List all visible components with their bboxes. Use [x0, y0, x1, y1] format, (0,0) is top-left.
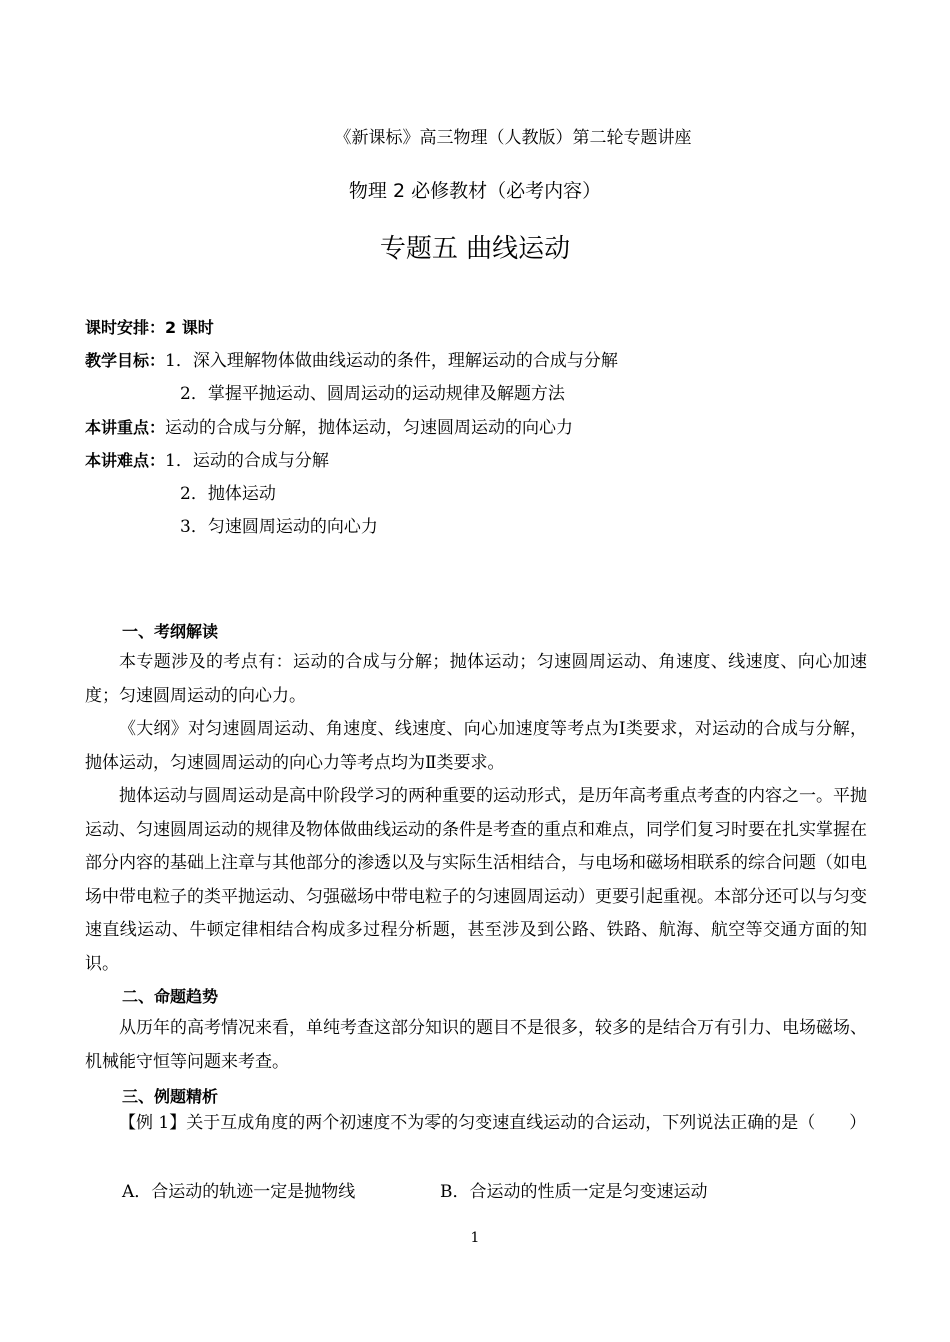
section-heading: 三、例题精析	[122, 1087, 219, 1106]
paragraph: 从历年的高考情况来看，单纯考查这部分知识的题目不是很多，较多的是结合万有引力、电场磁场、机械能守恒等问题来考查。	[85, 1018, 867, 1072]
focus-line	[85, 416, 573, 440]
schedule-line	[85, 316, 214, 340]
schedule-value: 2 课时	[165, 318, 214, 337]
paragraph: 《大纲》对匀速圆周运动、角速度、线速度、向心加速度等考点为Ⅰ类要求，对运动的合成与分解，抛体运动，匀速圆周运动的向心力等考点均为Ⅱ类要求。	[85, 719, 867, 773]
paragraph: 抛体运动与圆周运动是高中阶段学习的两种重要的运动形式，是历年高考重点考查的内容之一。平抛运动、匀速圆周运动的规律及物体做曲线运动的条件是考查的重点和难点，同学们复习时要在扎实掌握在部分内容的基础上注章与其他部分的渗透以及与实际生活相结合，与电场和磁场相联系的综合问题（如电场中带电粒子的类平抛运动、匀强磁场中带电粒子的匀速圆周运动）更要引起重视。本部分还可以与匀变速直线运动、牛顿定律相结合构成多过程分析题，甚至涉及到公路、铁路、航海、航空等交通方面的知识。	[85, 786, 867, 974]
goal-item: 1．深入理解物体做曲线运动的条件，理解运动的合成与分解	[165, 351, 618, 371]
section-heading: 一、考纲解读	[122, 622, 219, 641]
section-heading: 二、命题趋势	[122, 987, 219, 1006]
page-number: 1	[470, 1230, 480, 1246]
course-title: 物理 2 必修教材（必考内容）	[348, 180, 602, 202]
goals-label: 教学目标：	[85, 351, 166, 370]
topic-title: 专题五 曲线运动	[379, 234, 571, 264]
difficulty-item: 2．抛体运动	[180, 484, 276, 504]
series-subtitle: 《新课标》高三物理（人教版）第二轮专题讲座	[334, 128, 692, 148]
option-b: B．合运动的性质一定是匀变速运动	[440, 1182, 708, 1202]
example-question: 【例 1】关于互成角度的两个初速度不为零的匀变速直线运动的合运动，下列说法正确的是（ ）	[119, 1113, 867, 1133]
difficulty-label: 本讲难点：	[85, 451, 166, 470]
difficulty-item: 1．运动的合成与分解	[165, 451, 329, 471]
schedule-label: 课时安排：	[85, 318, 166, 337]
option-a: A．合运动的轨迹一定是抛物线	[122, 1182, 356, 1202]
focus-value: 运动的合成与分解，抛体运动，匀速圆周运动的向心力	[165, 418, 574, 438]
goals-line-1	[85, 349, 618, 373]
difficulty-item: 3．匀速圆周运动的向心力	[180, 517, 378, 537]
difficulty-line-1	[85, 449, 329, 473]
focus-label: 本讲重点：	[85, 418, 166, 437]
goal-item: 2．掌握平抛运动、圆周运动的运动规律及解题方法	[180, 384, 565, 404]
paragraph: 本专题涉及的考点有：运动的合成与分解；抛体运动；匀速圆周运动、角速度、线速度、向心加速度；匀速圆周运动的向心力。	[85, 652, 867, 706]
